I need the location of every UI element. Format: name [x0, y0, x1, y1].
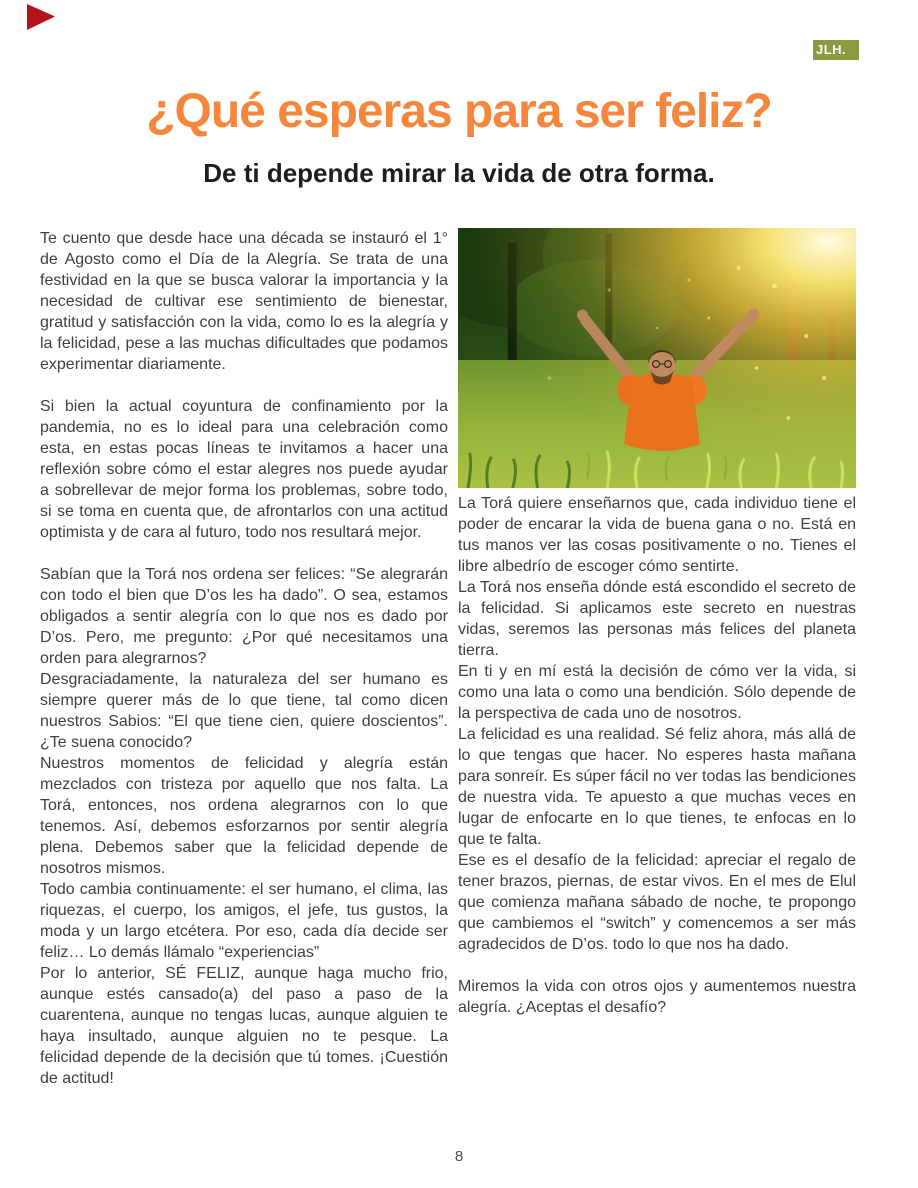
article-paragraph: La Torá quiere enseñarnos que, cada individuo tiene el poder de encarar la vida de buena gana o no. Está en tus manos ver las cosas positivamente o no. Tienes el libre albedrío de escoger cómo sentirte.	[458, 495, 856, 575]
article-paragraph: Miremos la vida con otros ojos y aumentemos nuestra alegría. ¿Aceptas el desafío?	[458, 978, 856, 1016]
article-paragraph: Por lo anterior, SÉ FELIZ, aunque haga mucho frio, aunque estés cansado(a) del paso a paso de la cuarentena, aunque no tengas lucas, aunque alguien te haya insultado, aunque alguien no te pesque. La felicidad depende de la decisión que tú tomes. ¡Cuestión de actitud!	[40, 965, 448, 1087]
page-title: ¿Qué esperas para ser feliz?	[146, 85, 772, 138]
article-paragraph: Te cuento que desde hace una década se instauró el 1° de Agosto como el Día de la Alegría. Se trata de una festividad en la que se busca valorar la importancia y la necesidad de cultivar ese sentimiento de bienestar, gratitud y satisfacción con la vida, como lo es la alegría y la felicidad, pese a las muchas dificultades que podamos experimentar diariamente.	[40, 230, 448, 373]
article-paragraph: Todo cambia continuamente: el ser humano, el clima, las riquezas, el cuerpo, los amigos, el jefe, tus gustos, la moda y un largo etcétera. Por eso, cada día decide ser feliz… Lo demás llámalo “experiencias”	[40, 881, 448, 961]
right-column	[458, 228, 856, 1018]
article-paragraph: Desgraciadamente, la naturaleza del ser humano es siempre querer más de lo que tiene, tal como dicen nuestros Sabios: “El que tiene cien, quiere doscientos”. ¿Te suena conocido?	[40, 671, 448, 751]
corner-triangle-decoration	[27, 4, 55, 30]
article-paragraph: Sabían que la Torá nos ordena ser felices: “Se alegrarán con todo el bien que D’os les ha dado”. O sea, estamos obligados a sentir alegría con lo que nos es dado por D’os. Pero, me pregunto: ¿Por qué necesitamos una orden para alegrarnos?	[40, 566, 448, 667]
left-column	[40, 228, 448, 1089]
page-subtitle: De ti depende mirar la vida de otra forma.	[203, 158, 715, 188]
article-paragraph: La felicidad es una realidad. Sé feliz ahora, más allá de lo que tengas que hacer. No esperes hasta mañana para sonreír. Es súper fácil no ver todas las bendiciones de nuestra vida. Te apuesto a que muchas veces en lugar de enfocarte en lo que tienes, te enfocas en lo que te falta.	[458, 726, 856, 848]
article-paragraph: Si bien la actual coyuntura de confinamiento por la pandemia, no es lo ideal para una celebración como esta, en estas pocas líneas te invitamos a hacer una reflexión sobre cómo el estar alegres nos puede ayudar a sobrellevar de mejor forma los problemas, sobre todo, si se toma en cuenta que, de afrontarlos con una actitud optimista y de cara al futuro, todo nos resultará mejor.	[40, 398, 448, 541]
page-number: 8	[454, 1148, 464, 1165]
article-paragraph: Nuestros momentos de felicidad y alegría están mezclados con tristeza por aquello que nos falta. La Torá, entonces, nos ordena alegrarnos con lo que tenemos. Así, debemos esforzarnos por sentir alegría plena. Debemos saber que la felicidad depende de nosotros mismos.	[40, 755, 448, 877]
happy-man-photo	[458, 228, 856, 488]
article-paragraph: La Torá nos enseña dónde está escondido el secreto de la felicidad. Si aplicamos este secreto en nuestras vidas, seremos las personas más felices del planeta tierra.	[458, 579, 856, 659]
article-paragraph: Ese es el desafío de la felicidad: apreciar el regalo de tener brazos, piernas, de estar vivos. En el mes de Elul que comienza mañana sábado de noche, te propongo que cambiemos el “switch” y comencemos a ser más agradecidos de D’os. todo lo que nos ha dado.	[458, 852, 856, 953]
article-paragraph: En ti y en mí está la decisión de cómo ver la vida, si como una lata o como una bendición. Sólo depende de la perspectiva de cada uno de nosotros.	[458, 663, 856, 722]
jlh-logo: JLH.	[813, 40, 859, 60]
